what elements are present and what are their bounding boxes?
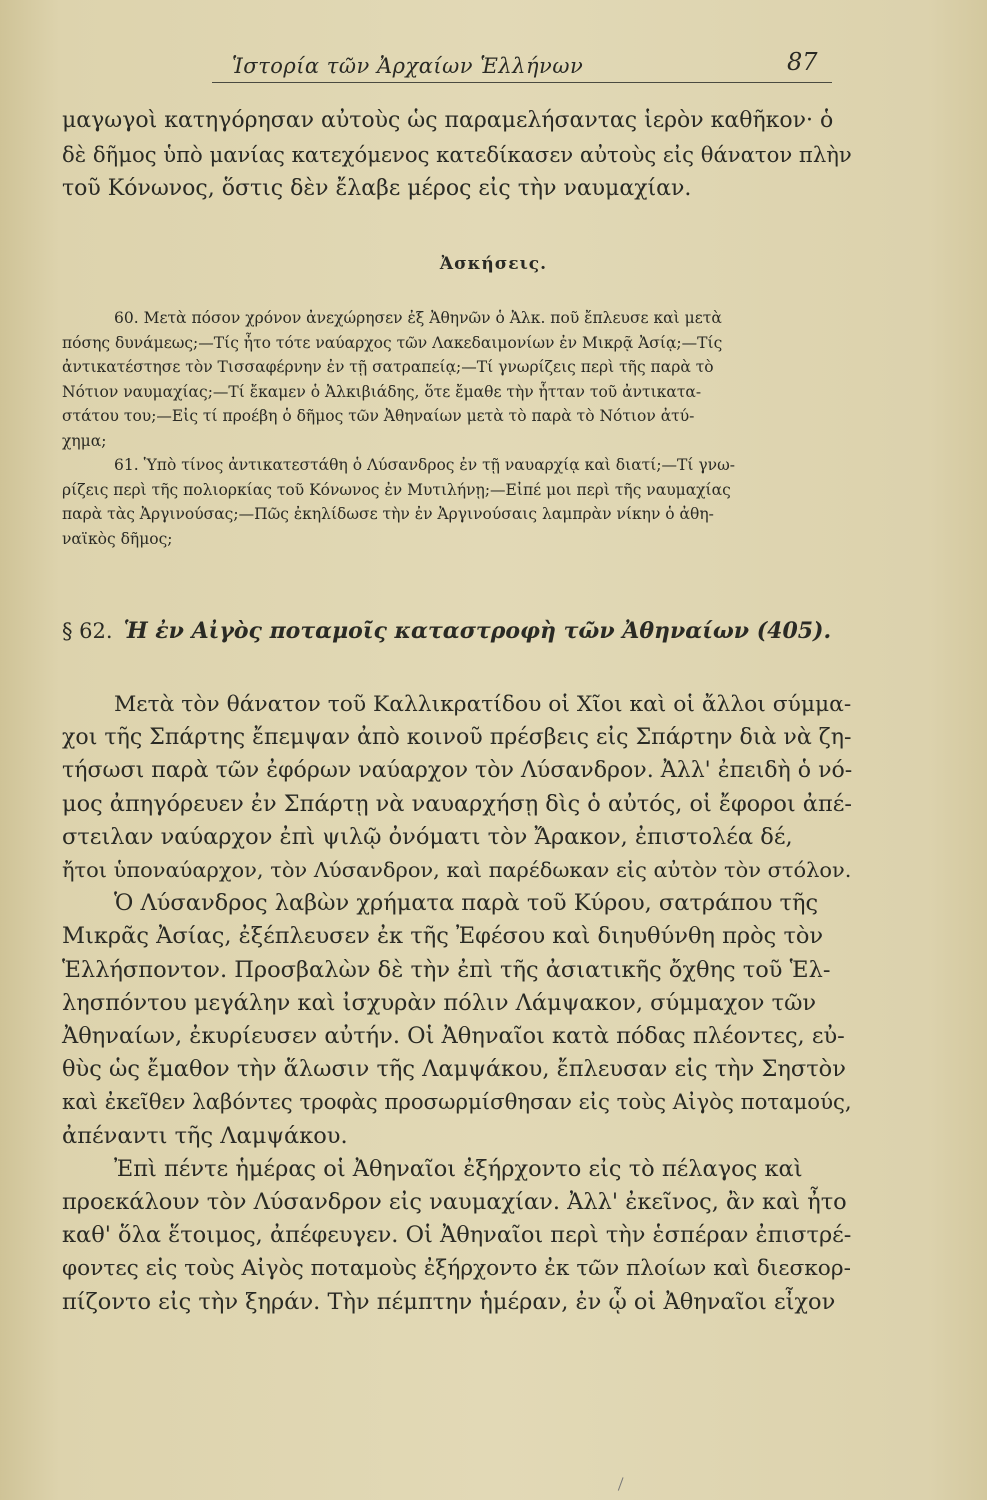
body-line: Ἀθηναίων, ἐκυρίευσεν αὐτήν. Οἱ Ἀθηναῖοι κατὰ πόδας πλέοντες, εὐ-: [62, 1023, 845, 1050]
exercise-line: 60. Μετὰ πόσον χρόνον ἀνεχώρησεν ἐξ Ἀθηνῶν ὁ Ἀλκ. ποῦ ἔπλευσε καὶ μετὰ: [114, 309, 722, 327]
body-line: χοι τῆς Σπάρτης ἔπεμψαν ἀπὸ κοινοῦ πρέσβεις εἰς Σπάρτην διὰ νὰ ζη-: [62, 724, 852, 751]
text-line: μαγωγοὶ κατηγόρησαν αὐτοὺς ὡς παραμελήσαντας ἱερὸν καθῆκον· ὁ: [62, 108, 834, 133]
continuation-paragraph: [62, 104, 852, 206]
exercise-line: πόσης δυνάμεως;—Τίς ἦτο τότε ναύαρχος τῶν Λακεδαιμονίων ἐν Μικρᾷ Ἀσίᾳ;—Τίς: [62, 333, 723, 352]
body-line: φοντες εἰς τοὺς Αἰγὸς ποταμοὺς ἐξήρχοντο ἐκ τῶν πλοίων καὶ διεσκορ-: [62, 1256, 851, 1282]
body-line: Μικρᾶς Ἀσίας, ἐξέπλευσεν ἐκ τῆς Ἐφέσου καὶ διηυθύνθη πρὸς τὸν: [62, 923, 824, 950]
section-heading: Ἡ ἐν Αἰγὸς ποταμοῖς καταστροφὴ τῶν Ἀθηναίων (405).: [123, 618, 832, 644]
body-line: Ἐπὶ πέντε ἡμέρας οἱ Ἀθηναῖοι ἐξήρχοντο εἰς τὸ πέλαγος καὶ: [114, 1155, 803, 1182]
exercise-line: Νότιον ναυμαχίας;—Τί ἔκαμεν ὁ Ἀλκιβιάδης, ὅτε ἔμαθε τὴν ἧτταν τοῦ ἀντικατα-: [62, 382, 702, 401]
exercise-line: ναϊκὸς δῆμος;: [62, 529, 173, 548]
body-line: Ἑλλήσποντον. Προσβαλὼν δὲ τὴν ἐπὶ τῆς ἀσιατικῆς ὄχθης τοῦ Ἑλ-: [62, 956, 831, 983]
body-line: προεκάλουν τὸν Λύσανδρον εἰς ναυμαχίαν. Ἀλλ' ἐκεῖνος, ἂν καὶ ἦτο: [62, 1189, 847, 1216]
body-line: ἀπέναντι τῆς Λαμψάκου.: [62, 1122, 348, 1149]
section-title: [62, 618, 831, 644]
body-line: Ὁ Λύσανδρος λαβὼν χρήματα παρὰ τοῦ Κύρου, σατράπου τῆς: [114, 890, 819, 917]
exercise-line: χημα;: [62, 431, 107, 450]
body-line: λησπόντου μεγάλην καὶ ἰσχυρὰν πόλιν Λάμψακον, σύμμαχον τῶν: [62, 989, 817, 1016]
body-line: θὺς ὡς ἔμαθον τὴν ἅλωσιν τῆς Λαμψάκου, ἔπλευσαν εἰς τὴν Σηστὸν: [62, 1056, 846, 1083]
body-text: [62, 688, 852, 1319]
exercise-line: ἀντικατέστησε τὸν Τισσαφέρνην ἐν τῇ σατραπείᾳ;—Τί γνωρίζεις περὶ τῆς παρὰ τὸ: [62, 358, 714, 376]
body-line: πίζοντο εἰς τὴν ξηράν. Τὴν πέμπτην ἡμέραν, ἐν ᾧ οἱ Ἀθηναῖοι εἶχον: [62, 1288, 836, 1315]
body-line: ἤτοι ὑποναύαρχον, τὸν Λύσανδρον, καὶ παρέδωκαν εἰς αὐτὸν τὸν στόλον.: [62, 858, 852, 883]
exercise-line: στάτου του;—Εἰς τί προέβη ὁ δῆμος τῶν Ἀθηναίων μετὰ τὸ παρὰ τὸ Νότιον ἀτύ-: [62, 407, 695, 425]
header-rule: [212, 82, 832, 83]
body-line: καὶ ἐκεῖθεν λαβόντες τροφὰς προσωρμίσθησαν εἰς τοὺς Αἰγὸς ποταμούς,: [62, 1090, 852, 1116]
page-header: [0, 48, 987, 88]
body-line: Μετὰ τὸν θάνατον τοῦ Καλλικρατίδου οἱ Χῖοι καὶ οἱ ἄλλοι σύμμα-: [114, 692, 852, 717]
exercises-block: [62, 306, 852, 551]
running-title: Ἱστορία τῶν Ἀρχαίων Ἑλλήνων: [232, 54, 584, 78]
text-line: τοῦ Κόνωνος, ὅστις δὲν ἔλαβε μέρος εἰς τὴν ναυμαχίαν.: [62, 176, 692, 201]
page-number: 87: [787, 48, 818, 76]
body-line: τήσωσι παρὰ τῶν ἐφόρων ναύαρχον τὸν Λύσανδρον. Ἀλλ' ἐπειδὴ ὁ νό-: [62, 758, 853, 784]
stray-pencil-mark: [618, 1477, 629, 1493]
body-line: καθ' ὅλα ἕτοιμος, ἀπέφευγεν. Οἱ Ἀθηναῖοι περὶ τὴν ἑσπέραν ἐπιστρέ-: [62, 1222, 852, 1249]
body-line: μος ἀπηγόρευεν ἐν Σπάρτῃ νὰ ναυαρχήσῃ δὶς ὁ αὐτός, οἱ ἔφοροι ἀπέ-: [62, 790, 852, 817]
exercises-heading: Ἀσκήσεις.: [439, 254, 548, 274]
exercise-line: 61. Ὑπὸ τίνος ἀντικατεστάθη ὁ Λύσανδρος ἐν τῇ ναυαρχίᾳ καὶ διατί;—Τί γνω-: [114, 456, 735, 474]
exercise-line: ρίζεις περὶ τῆς πολιορκίας τοῦ Κόνωνος ἐν Μυτιλήνῃ;—Εἰπέ μοι περὶ τῆς ναυμαχίας: [62, 480, 731, 499]
text-line: δὲ δῆμος ὑπὸ μανίας κατεχόμενος κατεδίκασεν αὐτοὺς εἰς θάνατον πλὴν: [62, 142, 852, 167]
body-line: στειλαν ναύαρχον ἐπὶ ψιλῷ ὀνόματι τὸν Ἄρακον, ἐπιστολέα δέ,: [62, 823, 793, 850]
section-number: § 62.: [62, 619, 113, 643]
exercise-line: παρὰ τὰς Ἀργινούσας;—Πῶς ἐκηλίδωσε τὴν ἐν Ἀργινούσαις λαμπρὰν νίκην ὁ ἀθη-: [62, 505, 714, 523]
